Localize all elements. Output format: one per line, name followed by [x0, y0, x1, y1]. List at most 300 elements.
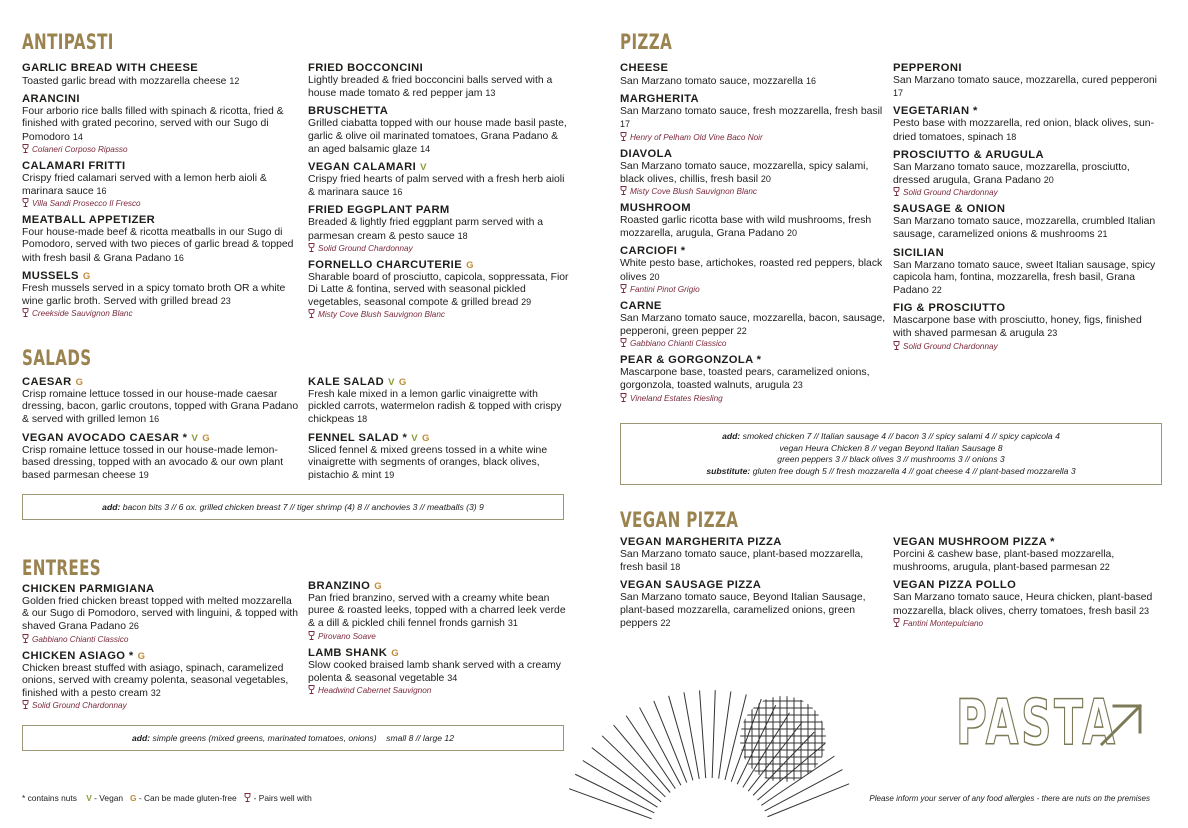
item-description [620, 258, 886, 283]
gluten-free-tag: G [466, 259, 474, 271]
menu-item [620, 245, 886, 294]
item-name-text: PEAR & GORGONZOLA * [620, 354, 762, 367]
wine-pairing-name: Fantini Pinot Grigio [630, 284, 700, 294]
item-description [308, 389, 570, 427]
item-description [308, 217, 570, 242]
item-price: 32 [150, 688, 161, 699]
wine-glass-icon [22, 634, 29, 643]
wine-pairing [620, 284, 886, 295]
item-price: 12 [229, 76, 240, 86]
item-description [620, 161, 886, 186]
item-description [22, 389, 300, 427]
item-name-text: MEATBALL APPETIZER [22, 214, 156, 227]
wine-glass-icon [620, 132, 627, 141]
item-name-text: MARGHERITA [620, 93, 699, 106]
menu-item [893, 247, 1159, 298]
item-name-text: PEPPERONI [893, 62, 962, 74]
pizza-add-text: gluten free dough 5 // fresh mozzarella 4 // goat cheese 4 // plant-based mozzarella 3 [752, 465, 1076, 476]
pizza-right-column [893, 62, 1159, 357]
item-description-text: Breaded & lightly fried eggplant parm served with a parmesan cream & pesto sauce [308, 217, 544, 242]
item-name [308, 161, 570, 174]
pizza-add-text: smoked chicken 7 // Italian sausage 4 // bacon 3 // spicy salami 4 // spicy capicola 4 [742, 431, 1060, 441]
item-name [893, 247, 1159, 260]
pizza-left-column [620, 62, 886, 409]
wine-glass-icon [620, 186, 627, 195]
pizza-add-text: vegan Heura Chicken 8 // vegan Beyond Italian Sausage 8 [779, 442, 1003, 453]
item-description [893, 592, 1159, 617]
menu-item [22, 160, 300, 209]
item-name-text: VEGAN CALAMARI [308, 161, 417, 174]
item-price: 19 [138, 470, 149, 481]
item-description-text: San Marzano tomato sauce, fresh mozzarella, fresh basil [620, 106, 883, 118]
item-name-text: BRUSCHETTA [308, 105, 389, 118]
sunburst-ray [626, 716, 675, 789]
item-name [22, 160, 300, 173]
item-price: 20 [786, 228, 797, 239]
item-name-text: FORNELLO CHARCUTERIE [308, 258, 463, 271]
gluten-free-tag: G [82, 270, 91, 282]
entrees-add-box [22, 725, 564, 751]
sunburst-ray [640, 708, 681, 786]
item-price: 23 [1047, 328, 1058, 339]
wine-pairing-name: Fantini Montepulciano [903, 618, 984, 628]
item-description [308, 272, 570, 310]
entrees-right-column [308, 580, 570, 701]
item-description-text: San Marzano tomato sauce, plant-based mozzarella, fresh basil [620, 549, 864, 574]
wine-pairing [308, 309, 570, 320]
gluten-free-tag: G [202, 432, 210, 444]
salads-add-label: add: [102, 502, 121, 512]
wine-pairing [620, 132, 886, 143]
item-name [22, 62, 300, 75]
wine-pairing [893, 618, 1159, 629]
item-name-text: SAUSAGE & ONION [893, 203, 1006, 216]
pizza-add-line [621, 431, 1161, 443]
wine-pairing [22, 198, 300, 209]
item-description-text: San Marzano tomato sauce, mozzarella, crumbled Italian sausage, caramelized onions & mushrooms [893, 216, 1156, 241]
wine-glass-icon [308, 309, 315, 318]
arrow-up-right-icon[interactable] [1098, 700, 1146, 748]
menu-item [308, 161, 570, 199]
item-price: 20 [760, 173, 771, 184]
item-name-text: VEGAN PIZZA POLLO [893, 579, 1017, 592]
antipasti-title: ANTIPASTI [22, 30, 114, 54]
item-name-text: LAMB SHANK [308, 646, 388, 659]
wine-glass-icon [893, 341, 900, 350]
item-description-text: Sliced fennel & mixed greens tossed in a white wine vinaigrette with segments of oranges, black olives, pistachio & mint [308, 444, 548, 482]
item-name [620, 579, 886, 592]
vegan-pizza-section [620, 508, 784, 532]
sunburst-ray [602, 736, 665, 797]
menu-item [22, 62, 300, 88]
item-name-text: CHICKEN PARMIGIANA [22, 583, 155, 595]
antipasti-right-column [308, 62, 570, 325]
item-name-text: FRIED EGGPLANT PARM [308, 204, 450, 217]
wine-glass-icon [893, 618, 900, 627]
item-name [308, 647, 570, 660]
menu-item [620, 300, 886, 349]
wine-pairing-name: Solid Ground Chardonnay [32, 701, 127, 711]
wine-pairing-name: Villa Sandi Prosecco Il Fresco [32, 199, 141, 209]
menu-item [22, 93, 300, 155]
item-description-text: Grilled ciabatta topped with our house made basil paste, garlic & olive oil marinated tomatoes, Grana Padano & an aged balsamic glaze [308, 118, 567, 155]
item-description-text: Pesto base with mozzarella, red onion, black olives, sun-dried tomatoes, spinach [893, 118, 1155, 143]
legend-nuts: * contains nuts [22, 793, 77, 803]
item-name-text: FRIED BOCCONCINI [308, 62, 424, 74]
item-description-text: Mascarpone base, toasted pears, caramelized onions, gorgonzola, toasted walnuts, arugula [620, 367, 870, 392]
item-price: 22 [660, 617, 671, 628]
vegan-tag: V [411, 432, 419, 444]
item-name [22, 93, 300, 106]
sunburst-ray [684, 692, 699, 779]
item-description [308, 660, 570, 685]
wine-glass-icon [308, 685, 315, 694]
item-description-text: Slow cooked braised lamb shank served with a creamy polenta & seasonal vegetable [308, 659, 561, 684]
gluten-free-tag: G [374, 581, 383, 592]
item-description [22, 173, 300, 198]
legend [22, 793, 312, 803]
item-price: 22 [736, 326, 747, 337]
wine-glass-icon [308, 243, 315, 252]
wine-glass-icon [620, 393, 627, 402]
item-name-text: KALE SALAD [308, 376, 385, 388]
item-price: 18 [357, 414, 368, 425]
menu-item [308, 105, 570, 156]
item-name [620, 202, 886, 215]
item-name [308, 204, 570, 217]
item-name-text: VEGAN MARGHERITA PIZZA [620, 536, 782, 548]
gluten-free-tag: G [422, 432, 430, 444]
sunburst-ray [592, 748, 661, 802]
item-description [620, 549, 886, 574]
wine-glass-icon [22, 308, 29, 317]
wine-pairing [22, 700, 300, 711]
menu-item [893, 105, 1159, 143]
wine-pairing [22, 308, 300, 319]
item-name [22, 214, 300, 227]
item-description-text: Mascarpone base with prosciutto, honey, figs, finished with shaved parmesan & arugula [893, 315, 1142, 340]
wine-glass-icon [620, 338, 627, 347]
legend-gluten-label: - Can be made gluten-free [138, 793, 237, 803]
item-name [308, 580, 570, 593]
item-description-text: Crisp romaine lettuce tossed in our house-made lemon-based dressing, topped with an avocado & our own plant based parmesan cheese [22, 444, 284, 482]
menu-item [22, 650, 300, 712]
item-name [620, 93, 886, 106]
wine-glass-icon [893, 187, 900, 196]
item-price: 14 [72, 131, 83, 142]
menu-item [308, 259, 570, 321]
item-price: 23 [220, 296, 231, 307]
item-description [308, 593, 570, 631]
item-price: 14 [420, 143, 431, 154]
item-description-text: San Marzano tomato sauce, mozzarella, cured pepperoni [893, 75, 1157, 86]
wine-pairing-name: Henry of Pelham Old Vine Baco Noir [630, 132, 763, 142]
pizza-add-line [621, 454, 1161, 466]
wine-pairing-name: Vineland Estates Riesling [630, 393, 723, 403]
item-description [308, 445, 570, 483]
item-name [620, 148, 886, 161]
wine-pairing-name: Misty Cove Blush Sauvignon Blanc [318, 310, 445, 320]
item-description-text: Fresh mussels served in a spicy tomato broth OR a white wine garlic broth. Served with grilled bread [22, 282, 286, 308]
item-name [308, 432, 570, 445]
item-description-text: San Marzano tomato sauce, mozzarella [620, 76, 806, 87]
menu-item [22, 214, 300, 265]
menu-item [620, 354, 886, 403]
item-name-text: CARCIOFI * [620, 245, 686, 258]
item-description [620, 106, 886, 131]
item-name-text: CHICKEN ASIAGO * [22, 649, 134, 662]
menu-item [893, 302, 1159, 351]
item-name-text: FENNEL SALAD * [308, 431, 408, 444]
menu-item [620, 579, 886, 630]
item-description-text: San Marzano tomato sauce, mozzarella, prosciutto, dressed arugula, Grana Padano [893, 161, 1130, 187]
wine-pairing [308, 243, 570, 254]
menu-item [22, 376, 300, 427]
item-name [22, 650, 300, 663]
entrees-section [22, 556, 132, 580]
wine-pairing [620, 338, 886, 349]
item-price: 18 [1006, 131, 1017, 142]
item-name-text: MUSHROOM [620, 202, 691, 215]
wine-glass-icon [22, 144, 29, 153]
item-description [22, 663, 300, 701]
item-name-text: SICILIAN [893, 246, 945, 259]
salads-left-column [22, 376, 300, 487]
menu-item [22, 270, 300, 319]
item-price: 29 [521, 297, 532, 308]
item-price: 34 [447, 672, 458, 683]
sunburst-ray [569, 789, 652, 819]
item-description [893, 549, 1159, 574]
menu-item [620, 148, 886, 197]
item-description [893, 315, 1159, 340]
item-description [308, 118, 570, 156]
item-name-text: CAESAR [22, 376, 72, 388]
item-name [308, 62, 570, 75]
item-price: 16 [392, 187, 403, 198]
vegan-pizza-left-column [620, 536, 886, 635]
wine-pairing [620, 186, 886, 197]
sunburst-ray [712, 690, 715, 778]
item-name-text: BRANZINO [308, 580, 371, 592]
item-description-text: Lightly breaded & fried bocconcini balls served with a house made tomato & red pepper jam [308, 75, 553, 100]
item-price: 22 [931, 285, 942, 296]
item-description [620, 313, 886, 338]
item-description [893, 216, 1159, 241]
item-price: 23 [1139, 605, 1150, 616]
item-name [620, 62, 886, 75]
item-name-text: VEGETARIAN * [893, 105, 978, 118]
item-price: 16 [173, 252, 184, 263]
item-name-text: MUSSELS [22, 269, 79, 282]
item-description [620, 75, 886, 88]
item-price: 20 [1043, 175, 1054, 186]
item-description-text: Pan fried branzino, served with a creamy white bean puree & roasted leeks, topped with a charred leek verde & a dill & pickled chili fennel fronds garnish [308, 593, 566, 630]
gluten-free-tag: G [398, 377, 407, 388]
pizza-add-text: green peppers 3 // black olives 3 // mushrooms 3 // onions 3 [777, 454, 1005, 464]
entrees-add-sizes: small 8 // large 12 [386, 733, 454, 743]
pizza-section [620, 30, 692, 54]
menu-item [308, 647, 570, 696]
item-name [22, 583, 300, 596]
item-name-text: CHEESE [620, 62, 669, 74]
item-price: 19 [384, 470, 395, 481]
sunburst-ray [700, 690, 706, 778]
item-description [893, 75, 1159, 100]
wine-pairing-name: Creekside Sauvignon Blanc [32, 309, 133, 319]
item-description-text: San Marzano tomato sauce, Heura chicken, plant-based mozzarella, black olives, cherry tomatoes, fresh basil [893, 592, 1153, 617]
item-description [620, 592, 886, 630]
gluten-free-tag: G [75, 377, 84, 388]
salads-right-column [308, 376, 570, 487]
item-price: 20 [649, 271, 660, 282]
item-description [22, 445, 300, 483]
item-description [620, 215, 886, 240]
item-price: 18 [457, 230, 468, 241]
item-description [893, 260, 1159, 298]
wine-pairing-name: Gabbiano Chianti Classico [630, 339, 727, 349]
item-description [22, 75, 300, 88]
wine-pairing-name: Solid Ground Chardonnay [318, 243, 413, 253]
item-description-text: San Marzano tomato sauce, Beyond Italian Sausage, plant-based mozzarella, caramelized onions, green peppers [620, 592, 866, 629]
antipasti-section [22, 30, 302, 54]
item-price: 26 [128, 621, 139, 632]
menu-item [308, 204, 570, 253]
item-description [620, 367, 886, 392]
item-description-text: San Marzano tomato sauce, mozzarella, spicy salami, black olives, chillis, fresh basil [620, 160, 869, 185]
pizza-title: PIZZA [620, 30, 673, 54]
item-price: 16 [149, 414, 160, 425]
item-price: 31 [507, 618, 518, 629]
item-description-text: Crispy fried hearts of palm served with a fresh herb aioli & marinara sauce [308, 174, 565, 199]
item-name-text: VEGAN MUSHROOM PIZZA * [893, 536, 1055, 548]
grid-circle-decoration [738, 694, 828, 784]
vegan-tag: V [191, 432, 199, 444]
wine-glass-icon [22, 198, 29, 207]
wine-pairing-name: Solid Ground Chardonnay [903, 341, 998, 351]
vegan-tag: V [388, 377, 395, 388]
item-description [893, 162, 1159, 187]
item-price: 16 [96, 186, 107, 197]
legend-vegan-tag: V [86, 793, 92, 803]
menu-item [620, 536, 886, 574]
item-name [620, 354, 886, 367]
item-name [308, 105, 570, 118]
entrees-title: ENTREES [22, 556, 102, 580]
item-name [22, 270, 300, 283]
menu-item [22, 432, 300, 483]
wine-pairing [22, 144, 300, 155]
wine-pairing [308, 631, 570, 642]
item-name [893, 302, 1159, 315]
menu-item [893, 62, 1159, 100]
wine-pairing [620, 393, 886, 404]
item-name [893, 105, 1159, 118]
menu-item [893, 579, 1159, 628]
item-name [308, 259, 570, 272]
pizza-add-line [621, 443, 1161, 455]
legend-vegan-label: - Vegan [94, 793, 124, 803]
menu-item [893, 149, 1159, 198]
wine-pairing-name: Misty Cove Blush Sauvignon Blanc [630, 187, 757, 197]
salads-add-box [22, 494, 564, 520]
item-name [893, 579, 1159, 592]
menu-item [893, 203, 1159, 241]
item-price: 17 [893, 88, 904, 99]
entrees-add-text: simple greens (mixed greens, marinated tomatoes, onions) [152, 733, 377, 743]
menu-item [308, 376, 570, 427]
item-description [308, 75, 570, 100]
pizza-add-box [620, 423, 1162, 485]
wine-pairing [308, 685, 570, 696]
gluten-free-tag: G [391, 647, 399, 659]
item-description-text: White pesto base, artichokes, roasted red peppers, black olives [620, 258, 883, 283]
salads-add-text: bacon bits 3 // 6 ox. grilled chicken breast 7 // tiger shrimp (4) 8 // anchovies 3 // meatballs (3) 9 [122, 502, 484, 512]
wine-pairing-name: Headwind Cabernet Sauvignon [318, 686, 432, 696]
menu-item [620, 93, 886, 142]
item-description-text: Sharable board of prosciutto, capicola, soppressata, Fior Di Latte & fontina, served with seasonal pickled vegetables, seasonal compote & grilled bread [308, 271, 569, 309]
pasta-page-link[interactable]: PASTA [956, 686, 1118, 759]
legend-pair-label: - Pairs well with [253, 793, 312, 803]
item-description [22, 227, 300, 265]
menu-item [308, 432, 570, 483]
wine-pairing-name: Gabbiano Chianti Classico [32, 634, 129, 644]
item-description-text: Crisp romaine lettuce tossed in our house-made caesar dressing, bacon, garlic croutons, topped with Grana Padano & served with grilled lemon [22, 389, 299, 426]
menu-item [620, 202, 886, 240]
item-name [620, 536, 886, 549]
menu-item [620, 62, 886, 88]
wine-pairing-name: Solid Ground Chardonnay [903, 188, 998, 198]
item-name [893, 203, 1159, 216]
item-name-text: ARANCINI [22, 93, 80, 106]
item-description-text: Four arborio rice balls filled with spinach & ricotta, fried & finished with grated pecorino, served with our Sugo di Pomodoro [22, 106, 284, 143]
item-price: 17 [620, 119, 631, 130]
item-description [22, 106, 300, 144]
item-description-text: Crispy fried calamari served with a lemon herb aioli & marinara sauce [22, 172, 267, 198]
allergy-note: Please inform your server of any food allergies - there are nuts on the premises [869, 794, 1150, 803]
menu-item [308, 62, 570, 100]
item-name [893, 62, 1159, 75]
pizza-add-line [621, 466, 1161, 478]
item-description-text: San Marzano tomato sauce, sweet Italian sausage, spicy capicola ham, fontina, mozzarella, fresh basil, Grana Padano [893, 259, 1156, 297]
item-description-text: Golden fried chicken breast topped with melted mozzarella & our Sugo di Pomodoro, served with linguini, & topped with shaved Grana Padano [22, 596, 299, 633]
item-name-text: VEGAN SAUSAGE PIZZA [620, 579, 762, 592]
menu-item [308, 580, 570, 642]
item-name-text: CALAMARI FRITTI [22, 159, 126, 172]
wine-glass-icon [620, 284, 627, 293]
entrees-left-column [22, 583, 300, 716]
item-price: 22 [1099, 562, 1110, 573]
item-name-text: FIG & PROSCIUTTO [893, 302, 1006, 315]
item-name [620, 300, 886, 313]
pizza-add-label: add: [722, 431, 743, 441]
item-name [22, 432, 300, 445]
wine-pairing-name: Colaneri Corposo Ripasso [32, 144, 128, 154]
item-description-text: Fresh kale mixed in a lemon garlic vinaigrette with pickled carrots, watermelon radish & topped with crispy chickpeas [308, 389, 562, 426]
vegan-pizza-title: VEGAN PIZZA [620, 508, 739, 532]
wine-glass-icon [308, 631, 315, 640]
item-name-text: GARLIC BREAD WITH CHEESE [22, 62, 199, 74]
item-description-text: Four house-made beef & ricotta meatballs in our Sugo di Pomodoro, served with two pieces of garlic bread & topped with fresh basil & Grana Padano [22, 227, 294, 264]
vegan-pizza-right-column [893, 536, 1159, 634]
entrees-add-label: add: [132, 733, 151, 743]
item-price: 18 [670, 562, 681, 573]
salads-section [22, 346, 119, 370]
vegan-tag: V [420, 162, 427, 174]
wine-pairing [893, 341, 1159, 352]
item-description-text: San Marzano tomato sauce, mozzarella, bacon, sausage, pepperoni, green pepper [620, 312, 886, 338]
menu-item [893, 536, 1159, 574]
